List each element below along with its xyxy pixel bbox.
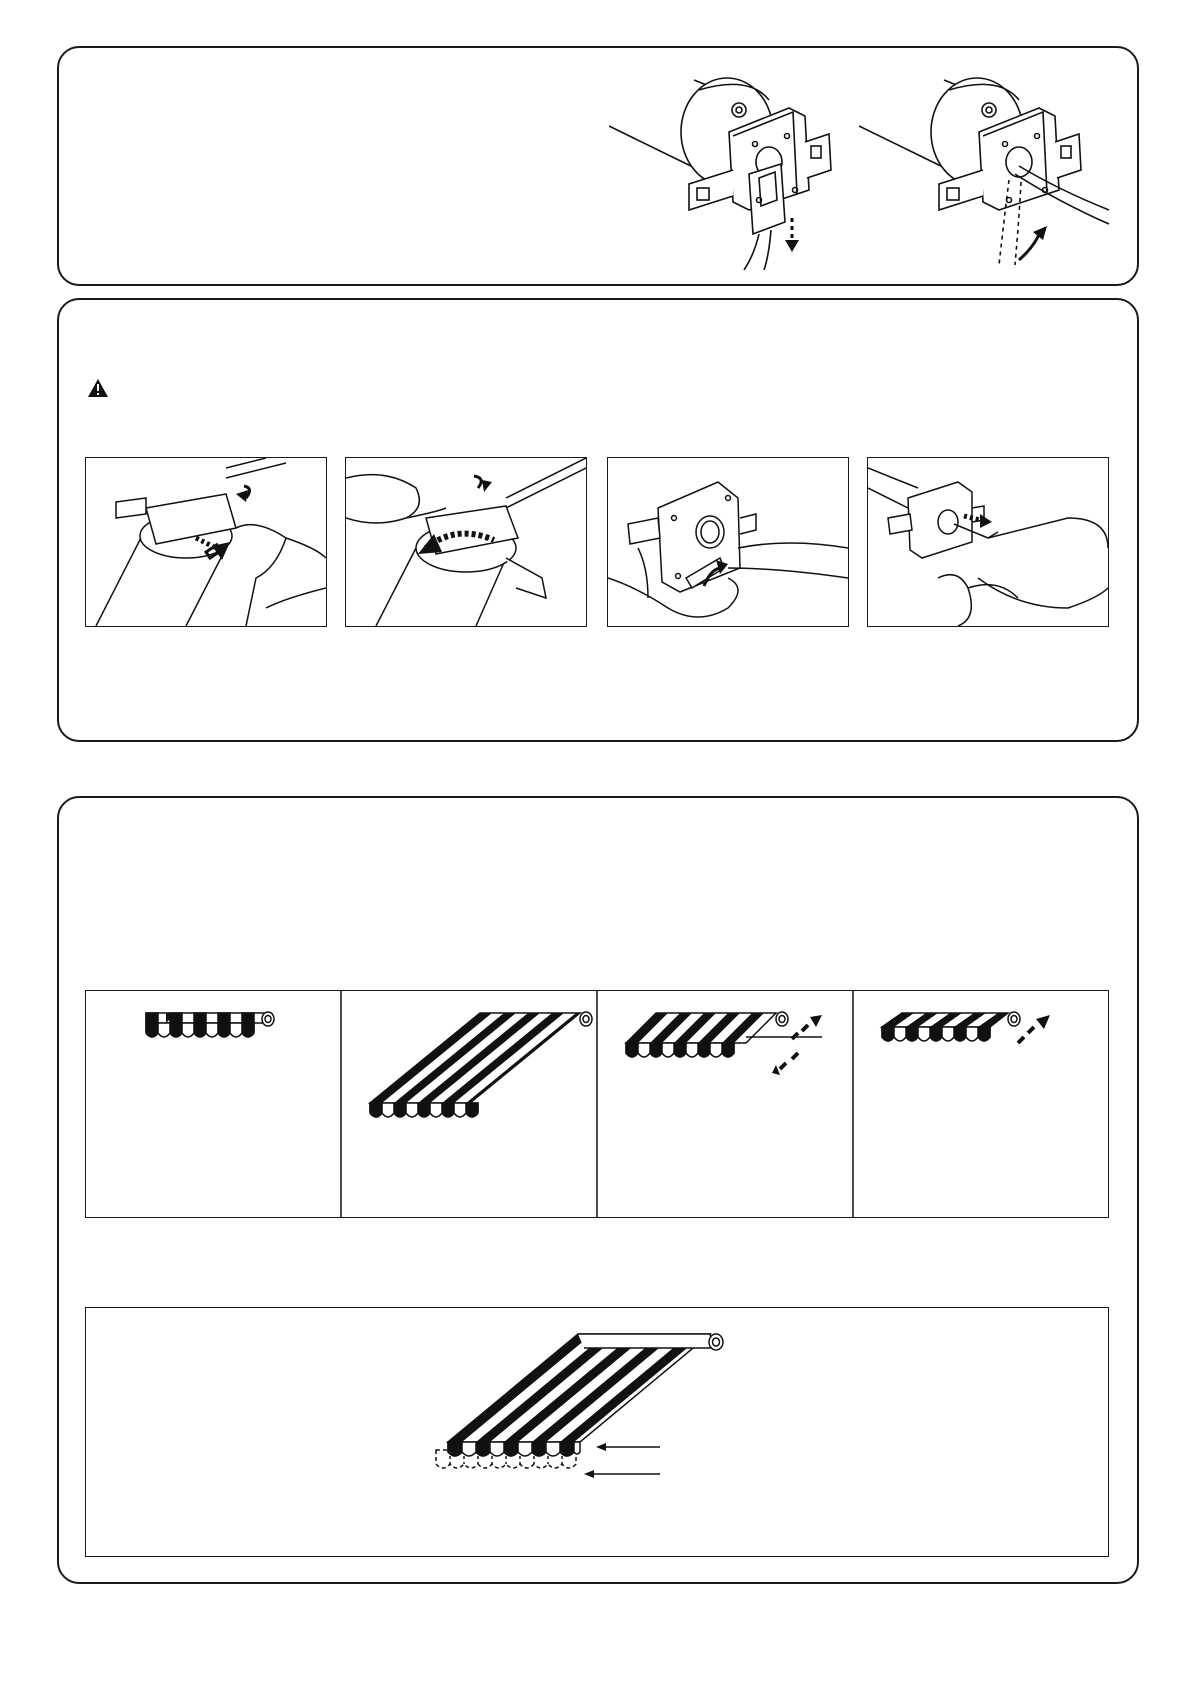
motor-connector-figure-1 bbox=[609, 70, 889, 270]
panel-connector bbox=[57, 46, 1139, 286]
awning-closed bbox=[146, 1012, 274, 1037]
awning-closing bbox=[882, 1012, 1050, 1043]
warning-icon bbox=[87, 378, 109, 403]
panel-cable-removal bbox=[57, 298, 1139, 742]
step-3-illustration bbox=[607, 457, 849, 627]
awning-states-grid bbox=[85, 990, 1109, 1218]
step-4-illustration bbox=[867, 457, 1109, 627]
awning-partial bbox=[626, 1012, 822, 1075]
panel-awning-positions bbox=[57, 796, 1139, 1584]
motor-connector-figure-2 bbox=[859, 70, 1119, 270]
step-1-illustration bbox=[85, 457, 327, 627]
step-2-illustration bbox=[345, 457, 587, 627]
awning-adjust-figure bbox=[85, 1307, 1109, 1557]
awning-extended bbox=[370, 1012, 592, 1117]
